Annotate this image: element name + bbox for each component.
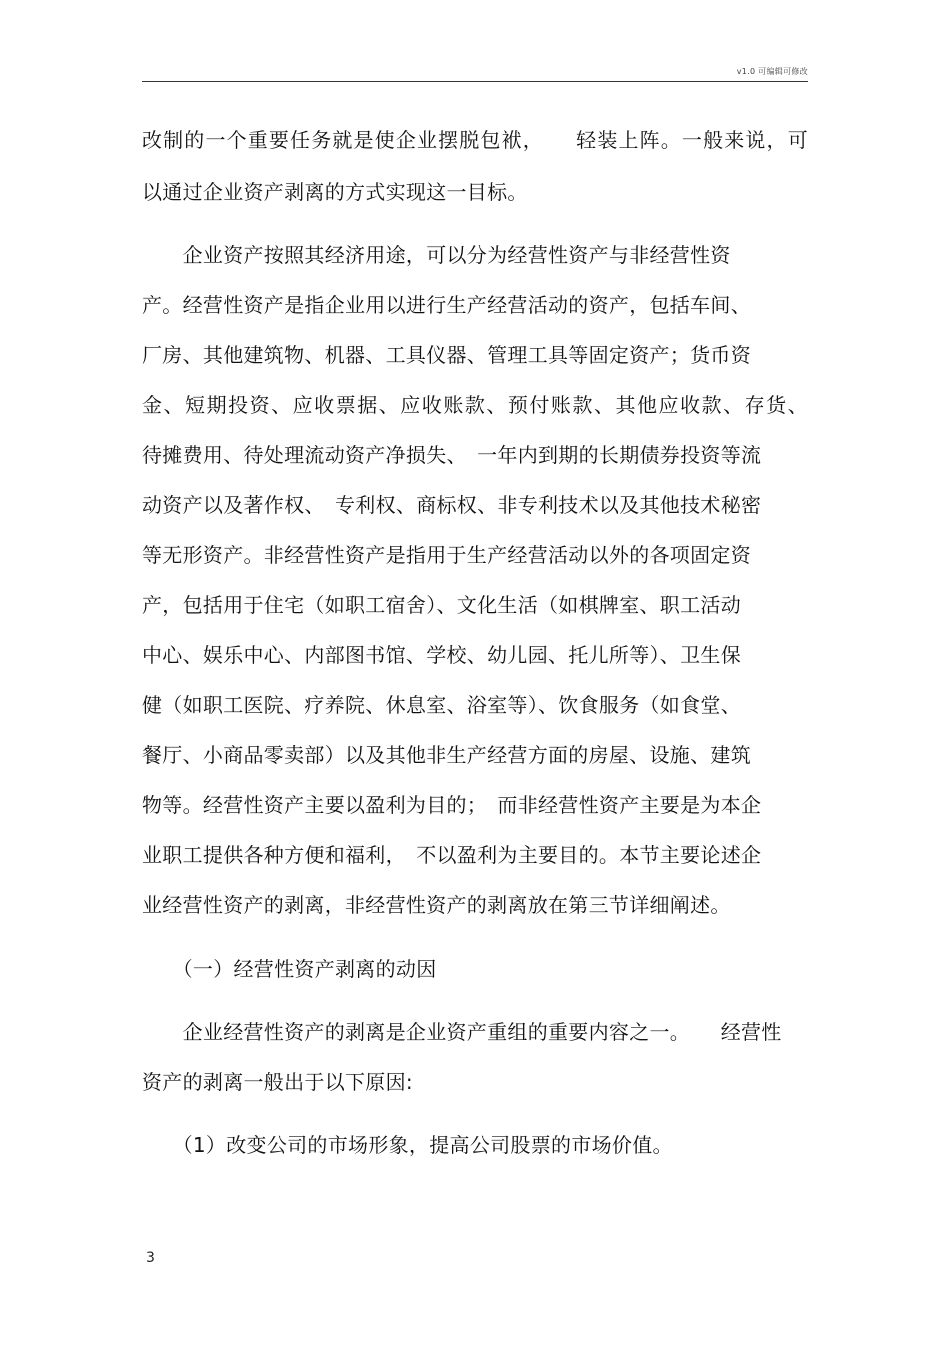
body-text-line: 资产的剥离一般出于以下原因: bbox=[142, 1070, 413, 1094]
body-text-line: 物等。经营性资产主要以盈利为目的； 而非经营性资产主要是为本企 bbox=[142, 793, 762, 817]
body-text-line: 以通过企业资产剥离的方式实现这一目标。 bbox=[142, 180, 528, 204]
body-text-line: 企业经营性资产的剥离是企业资产重组的重要内容之一。 经营性 bbox=[142, 1020, 782, 1044]
header-version-label: v1.0 可编辑可修改 bbox=[736, 67, 808, 76]
body-text-line: 中心、娱乐中心、内部图书馆、学校、幼儿园、托儿所等）、卫生保 bbox=[142, 643, 741, 667]
body-text-line: 产。经营性资产是指企业用以进行生产经营活动的资产，包括车间、 bbox=[142, 293, 751, 317]
body-text-line: 待摊费用、待处理流动资产净损失、 一年内到期的长期债券投资等流 bbox=[142, 443, 762, 467]
body-text-line: 业职工提供各种方便和福利， 不以盈利为主要目的。本节主要论述企 bbox=[142, 843, 762, 867]
body-text-line: 动资产以及著作权、 专利权、商标权、非专利技术以及其他技术秘密 bbox=[142, 493, 762, 517]
body-text-line: 产，包括用于住宅（如职工宿舍）、文化生活（如棋牌室、职工活动 bbox=[142, 593, 741, 617]
body-text-line: 改制的一个重要任务就是使企业摆脱包袱， 轻装上阵。一般来说，可 bbox=[142, 128, 808, 152]
body-text-line: 厂房、其他建筑物、机器、工具仪器、管理工具等固定资产；货币资 bbox=[142, 343, 751, 367]
list-item: （1）改变公司的市场形象，提高公司股票的市场价值。 bbox=[142, 1133, 673, 1157]
body-text-line: 等无形资产。非经营性资产是指用于生产经营活动以外的各项固定资 bbox=[142, 543, 751, 567]
section-heading: （一）经营性资产剥离的动因 bbox=[142, 957, 437, 981]
body-text-line: 金、短期投资、应收票据、应收账款、预付账款、其他应收款、存货、 bbox=[142, 393, 808, 417]
body-text-line: 健（如职工医院、疗养院、休息室、浴室等）、饮食服务（如食堂、 bbox=[142, 693, 741, 717]
body-text-line: 企业资产按照其经济用途，可以分为经营性资产与非经营性资 bbox=[142, 243, 731, 267]
body-text-line: 餐厅、小商品零卖部）以及其他非生产经营方面的房屋、设施、建筑 bbox=[142, 743, 751, 767]
page-number: 3 bbox=[146, 1250, 155, 1266]
body-text-line: 业经营性资产的剥离，非经营性资产的剥离放在第三节详细阐述。 bbox=[142, 893, 731, 917]
header-divider bbox=[142, 81, 808, 82]
